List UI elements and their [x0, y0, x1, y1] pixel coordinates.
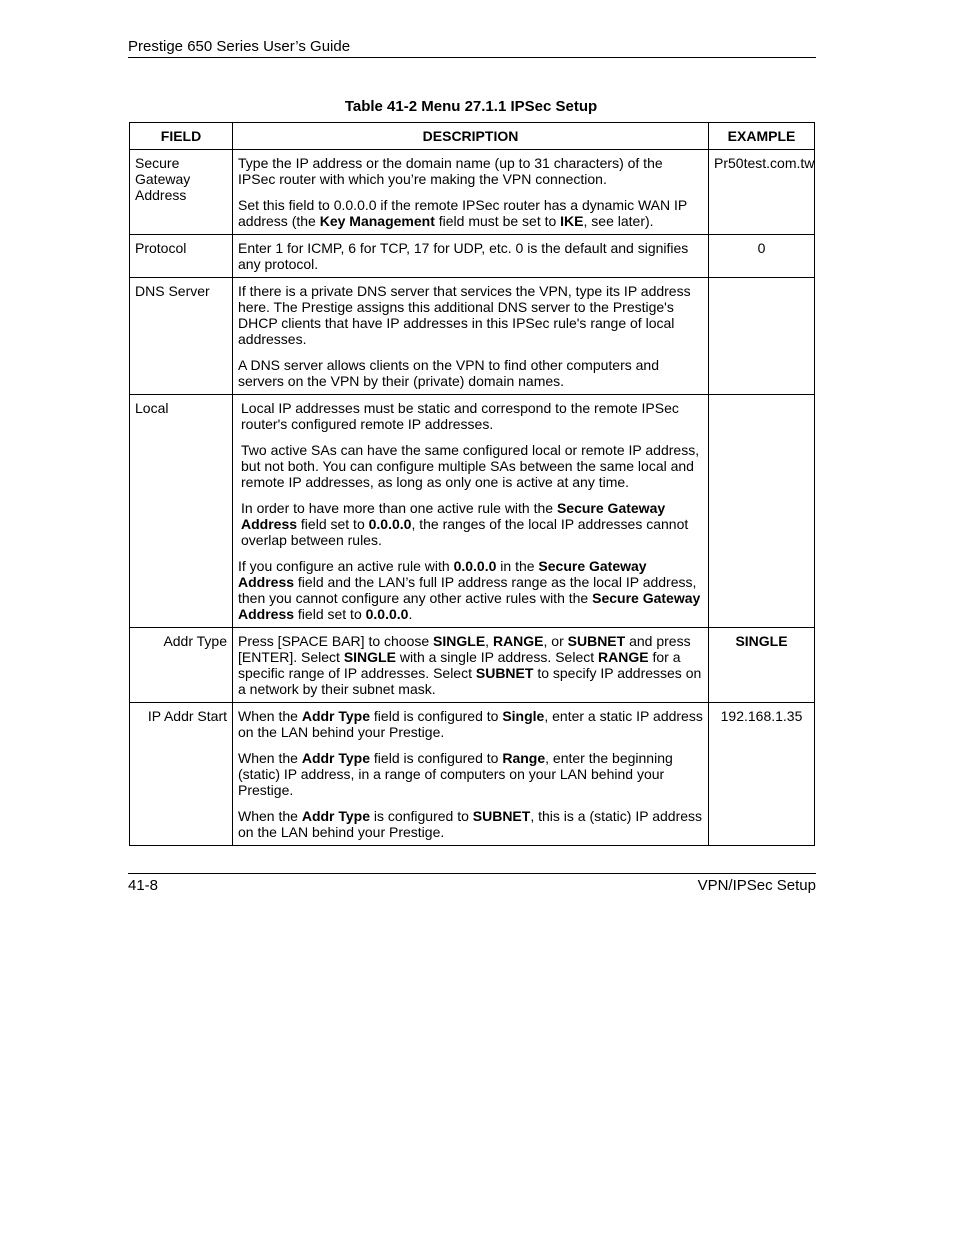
bold-term: RANGE [492, 633, 544, 649]
page-header [128, 37, 816, 58]
column-header-example: EXAMPLE [709, 123, 815, 150]
text-run: field is configured to [370, 750, 503, 766]
text-run: . [408, 606, 413, 622]
field-cell: Protocol [130, 235, 233, 278]
text-run: Local IP addresses must be static and correspond to the remote IPSec router's configured remote IP addresses. [241, 400, 679, 432]
description-cell [233, 235, 709, 278]
example-cell: Pr50test.com.tw [709, 150, 815, 235]
table-row [130, 235, 815, 278]
example-cell: 192.168.1.35 [709, 703, 815, 846]
text-run: When the [238, 750, 302, 766]
text-run: field and the LAN’s full IP address range as the local IP address, then you cannot configure any other active rules with the [238, 574, 697, 606]
text-run: to specify IP addresses on a network by their subnet mask. [238, 665, 702, 697]
column-header-field: FIELD [130, 123, 233, 150]
text-run: for a specific range of IP addresses. Select [238, 649, 681, 681]
field-cell: Secure Gateway Address [130, 150, 233, 235]
text-run: A DNS server allows clients on the VPN to find other computers and servers on the VPN by their (private) domain names. [238, 357, 659, 389]
table-row [130, 150, 815, 235]
text-run: Press [SPACE BAR] to choose [238, 633, 434, 649]
bold-term: 0.0.0.0 [368, 516, 412, 532]
description-paragraph [238, 240, 703, 272]
text-run: , the ranges of the local IP addresses cannot overlap between rules. [241, 516, 689, 548]
bold-term: SINGLE [343, 649, 396, 665]
text-run: field set to [297, 516, 369, 532]
description-cell [233, 703, 709, 846]
text-run: If you configure an active rule with [238, 558, 454, 574]
description-cell [233, 628, 709, 703]
bold-term: Addr Type [301, 808, 371, 824]
page-number: 41-8 [128, 877, 159, 894]
bold-term: 0.0.0.0 [365, 606, 409, 622]
bold-term: Secure Gateway Address [238, 590, 701, 622]
text-run: , or [543, 633, 568, 649]
bold-term: SUBNET [475, 665, 534, 681]
description-paragraph [238, 808, 703, 840]
text-run: is configured to [370, 808, 473, 824]
description-cell [233, 395, 709, 628]
text-run: Set this field to 0.0.0.0 if the remote IPSec router has a dynamic WAN IP address (the [238, 197, 687, 229]
text-run: with a single IP address. Select [395, 649, 599, 665]
description-paragraph [238, 708, 703, 740]
header-title: Prestige 650 Series User’s Guide [128, 38, 351, 55]
text-run: , enter the beginning (static) IP address, in a range of computers on your LAN behind your Prestige. [238, 750, 673, 798]
example-cell: SINGLE [709, 628, 815, 703]
column-header-description: DESCRIPTION [233, 123, 709, 150]
text-run: field is configured to [370, 708, 503, 724]
text-run: , this is a (static) IP address on the LAN behind your Prestige. [238, 808, 703, 840]
description-cell [233, 150, 709, 235]
description-paragraph [238, 500, 703, 548]
page-footer [128, 873, 816, 894]
field-cell: Addr Type [130, 628, 233, 703]
example-cell [709, 395, 815, 628]
table-header-row [130, 123, 815, 150]
footer-section: VPN/IPSec Setup [697, 877, 816, 894]
text-run: , [485, 633, 493, 649]
bold-term: Secure Gateway Address [241, 500, 666, 532]
table-row [130, 703, 815, 846]
text-run: Enter 1 for ICMP, 6 for TCP, 17 for UDP, etc. 0 is the default and signifies any protocol. [238, 240, 689, 272]
text-run: When the [238, 808, 302, 824]
text-run: , see later). [583, 213, 654, 229]
field-cell: Local [130, 395, 233, 628]
description-paragraph [238, 633, 703, 697]
text-run: Type the IP address or the domain name (up to 31 characters) of the IPSec router with which you’re making the VPN connection. [238, 155, 663, 187]
text-run: in the [496, 558, 539, 574]
text-run: If there is a private DNS server that services the VPN, type its IP address here. The Prestige assigns this additional DNS server to the Prestige's DHCP clients that have IP addresses in this IPSec rule's range of local addresses. [238, 283, 691, 347]
example-cell: 0 [709, 235, 815, 278]
text-run: and press [ENTER]. Select [238, 633, 691, 665]
table-row [130, 395, 815, 628]
description-paragraph [238, 442, 703, 490]
description-paragraph [238, 357, 703, 389]
bold-term: Addr Type [301, 708, 371, 724]
text-run: , enter a static IP address on the LAN behind your Prestige. [238, 708, 703, 740]
bold-term: Single [502, 708, 545, 724]
text-run: field must be set to [434, 213, 561, 229]
table-row [130, 278, 815, 395]
description-paragraph [238, 558, 703, 622]
table-caption: Table 41-2 Menu 27.1.1 IPSec Setup [344, 98, 598, 115]
bold-term: IKE [560, 213, 584, 229]
bold-term: Key Management [319, 213, 435, 229]
text-run: Two active SAs can have the same configured local or remote IP address, but not both. You can configure multiple SAs between the same local and remote IP addresses, as long as only one is active at any time. [241, 442, 700, 490]
bold-term: SUBNET [472, 808, 531, 824]
table-row [130, 628, 815, 703]
bold-term: Addr Type [301, 750, 371, 766]
bold-term: RANGE [598, 649, 649, 665]
text-run: field set to [294, 606, 366, 622]
bold-term: SUBNET [567, 633, 626, 649]
description-paragraph [238, 197, 703, 229]
bold-term: 0.0.0.0 [453, 558, 497, 574]
text-run: In order to have more than one active rule with the [241, 500, 557, 516]
description-cell [233, 278, 709, 395]
description-paragraph [238, 400, 703, 432]
example-cell [709, 278, 815, 395]
description-paragraph [238, 750, 703, 798]
bold-term: Range [502, 750, 546, 766]
description-paragraph [238, 283, 703, 347]
field-cell: DNS Server [130, 278, 233, 395]
ipsec-setup-table [129, 122, 815, 846]
description-paragraph [238, 155, 703, 187]
bold-term: Secure Gateway Address [238, 558, 647, 590]
field-cell: IP Addr Start [130, 703, 233, 846]
bold-term: SINGLE [433, 633, 486, 649]
text-run: When the [238, 708, 302, 724]
